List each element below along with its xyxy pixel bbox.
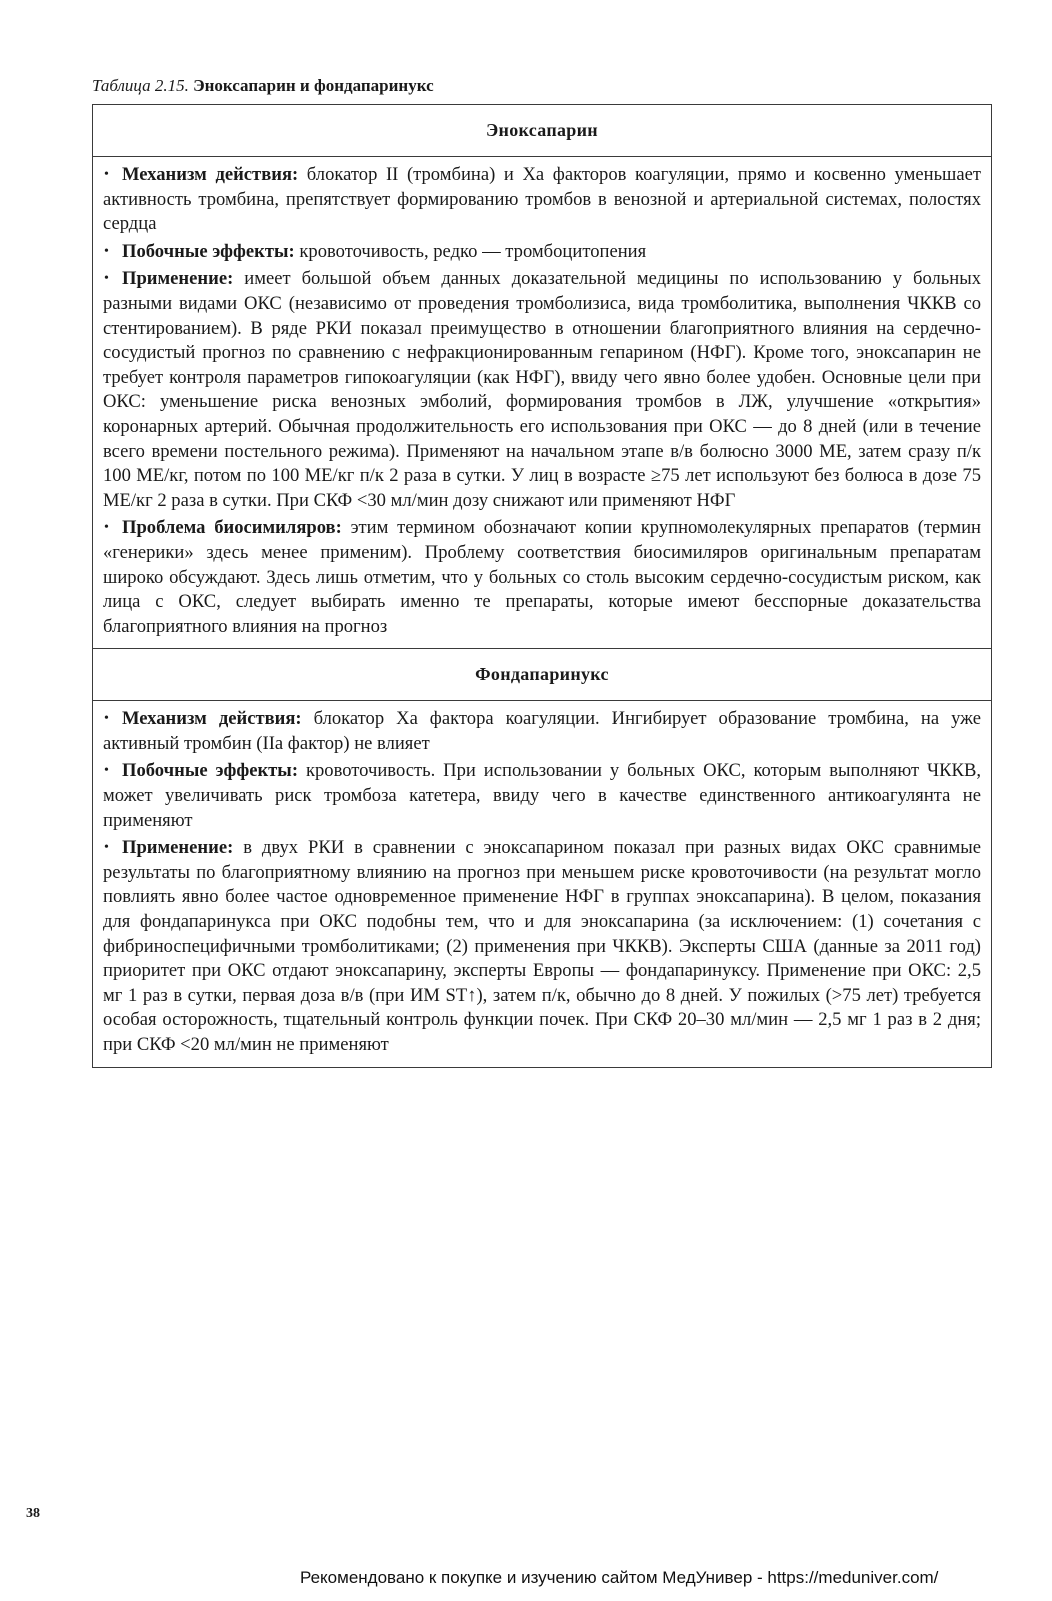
bullet-icon: •: [104, 271, 109, 287]
item-text: блокатор II (тромбина) и Ха факторов коагуляции, прямо и косвенно уменьшает активность тромбина, препятствует формированию тромбов в венозной и артериальной системах, полостях сердца: [103, 164, 981, 235]
list-item: [103, 267, 981, 513]
bullet-icon: •: [104, 711, 109, 727]
table-title: Эноксапарин и фондапаринукс: [193, 76, 434, 95]
section-header-enoxaparin: Эноксапарин: [93, 105, 991, 157]
item-text: блокатор Ха фактора коагуляции. Ингибирует образование тромбина, на уже активный тромбин (IIa фактор) не влияет: [103, 708, 981, 754]
list-item: [103, 707, 981, 756]
bullet-icon: •: [104, 167, 109, 182]
bullet-icon: •: [104, 763, 109, 779]
section-header-fondaparinux: Фондапаринукс: [93, 649, 991, 701]
section-body-enoxaparin: [93, 157, 991, 649]
list-item: [103, 836, 981, 1057]
bullet-icon: •: [104, 243, 109, 259]
table-caption: [92, 76, 434, 96]
item-text: имеет большой объем данных доказательной медицины по использованию у больных разными видами ОКС (независимо от проведения тромболизиса, вида тромболитика, выполнения ЧККВ со стентированием). В ряде РКИ показал преимущество в отношении благоприятного влияния на сердечно-сосудистый прогноз по сравнению с нефракционированным гепарином (НФГ). Кроме того, эноксапарин не требует контроля параметров гипокоагуляции (как НФГ), ввиду чего явно более удобен. Основные цели при ОКС: уменьшение риска венозных эмболий, формирования тромбов в ЛЖ, улучшение «открытия» коронарных артерий. Обычная продолжительность его использования при ОКС — до 8 дней (или в течение всего времени постельного режима). Применяют на начальном этапе в/в болюсно 3000 МЕ, затем сразу п/к 100 МЕ/кг, потом по 100 МЕ/кг п/к 2 раза в сутки. У лиц в возрасте ≥75 лет используют без болюса в дозе 75 МЕ/кг 2 раза в сутки. При СКФ <30 мл/мин дозу снижают или применяют НФГ: [103, 268, 981, 511]
item-label: Побочные эффекты:: [122, 240, 295, 262]
bullet-icon: •: [104, 520, 109, 536]
item-label: Механизм действия:: [122, 708, 302, 730]
bullet-icon: •: [104, 840, 109, 856]
list-item: [103, 240, 981, 265]
item-text: кровоточивость, редко — тромбоцитопения: [294, 240, 647, 262]
item-label: Применение:: [122, 837, 234, 859]
item-text: в двух РКИ в сравнении с эноксапарином показал при разных видах ОКС сравнимые результаты по благоприятному влиянию на прогноз при меньшем риске кровоточивости (на результат могло повлиять явно более частое одновременное применение НФГ в группах эноксапарина). В целом, показания для фондапаринукса при ОКС подобны тем, что и для эноксапарина (за исключением: (1) сочетания с фибриноспецифичными тромболитиками; (2) применения при ЧККВ). Эксперты США (данные за 2011 год) приоритет при ОКС отдают эноксапарину, эксперты Европы — фондапаринуксу. Применение при ОКС: 2,5 мг 1 раз в сутки, первая доза в/в (при ИМ ST↑), затем п/к, обычно до 8 дней. У пожилых (>75 лет) требуется особая осторожность, тщательный контроль функции почек. При СКФ 20–30 мл/мин — 2,5 мг 1 раз в 2 дня; при СКФ <20 мл/мин не применяют: [103, 837, 981, 1055]
footer-note: Рекомендовано к покупке и изучению сайтом МедУнивер - https://meduniver.com/: [300, 1568, 939, 1587]
list-item: [103, 759, 981, 833]
list-item: [103, 163, 981, 237]
list-item: [103, 516, 981, 639]
drug-table: [92, 104, 992, 1068]
page-number: 38: [26, 1506, 40, 1521]
item-label: Применение:: [122, 268, 234, 290]
item-label: Механизм действия:: [122, 164, 299, 185]
table-number: Таблица 2.15.: [92, 76, 189, 95]
item-label: Побочные эффекты:: [122, 760, 299, 782]
item-text: этим термином обозначают копии крупномолекулярных препаратов (термин «генерики» здесь менее применим). Проблему соответствия биосимиляров оригинальным препаратам широко обсуждают. Здесь лишь отметим, что у больных со столь высоким сердечно-сосудистым риском, как лица с ОКС, следует выбирать именно те препараты, которые имеют бесспорные доказательства благоприятного влияния на прогноз: [103, 517, 982, 637]
section-body-fondaparinux: [93, 701, 991, 1066]
item-label: Проблема биосимиляров:: [122, 517, 342, 539]
item-text: кровоточивость. При использовании у больных ОКС, которым выполняют ЧККВ, может увеличивать риск тромбоза катетера, ввиду чего в качестве единственного антикоагулянта не применяют: [103, 760, 981, 831]
